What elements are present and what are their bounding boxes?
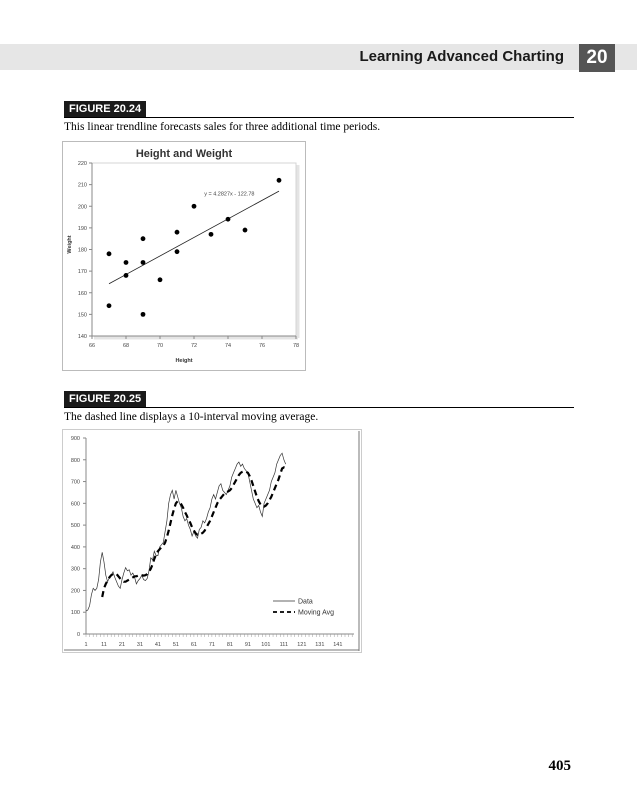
figure-25-rule [64, 407, 574, 408]
y-tick-label: 140 [77, 334, 87, 340]
y-tick-label: 0 [76, 632, 80, 638]
y-tick-label: 600 [70, 501, 80, 508]
x-tick-label: 81 [226, 642, 233, 648]
data-point [226, 217, 231, 222]
y-tick-label: 800 [70, 457, 80, 464]
data-point [141, 260, 146, 265]
y-tick-label: 210 [77, 182, 87, 189]
x-tick-label: 74 [224, 343, 232, 349]
chapter-number: 20 [579, 44, 615, 72]
y-tick-label: 190 [77, 225, 87, 232]
x-tick-label: 72 [190, 343, 198, 349]
x-tick-label: 141 [333, 642, 343, 648]
x-tick-label: 121 [297, 642, 307, 648]
y-tick-label: 300 [70, 566, 80, 573]
y-tick-label: 700 [70, 479, 80, 486]
plot-area [92, 163, 296, 336]
legend-label: Data [298, 598, 313, 606]
data-point [141, 236, 146, 241]
data-point [124, 273, 129, 278]
x-tick-label: 76 [258, 343, 266, 349]
y-tick-label: 200 [77, 204, 87, 211]
y-tick-label: 900 [70, 436, 80, 442]
y-tick-label: 160 [77, 290, 87, 297]
line-chart-container [62, 429, 362, 658]
y-tick-label: 100 [70, 610, 80, 617]
data-point [175, 249, 180, 254]
chapter-title: Learning Advanced Charting [359, 48, 564, 65]
x-tick-label: 91 [244, 642, 251, 648]
page-number: 405 [548, 758, 571, 774]
y-tick-label: 400 [70, 544, 80, 551]
x-tick-label: 61 [190, 642, 197, 648]
figure-24-caption: This linear trendline forecasts sales for three additional time periods. [64, 121, 381, 133]
data-point [141, 312, 146, 317]
trendline-equation: y = 4.2827x - 122.78 [204, 191, 255, 198]
x-tick-label: 21 [118, 642, 126, 648]
x-tick-label: 101 [261, 642, 271, 648]
y-tick-label: 500 [70, 523, 80, 530]
y-tick-label: 150 [77, 312, 87, 319]
legend-label: Moving Avg [298, 609, 335, 617]
data-point [277, 178, 282, 183]
x-tick-label: 131 [315, 642, 325, 648]
chart-frame [63, 430, 362, 653]
data-point [124, 260, 129, 265]
x-tick-label: 70 [156, 343, 164, 349]
x-tick-label: 111 [279, 642, 289, 648]
x-tick-label: 66 [88, 343, 96, 349]
data-point [107, 303, 112, 308]
chart-title: Height and Weight [135, 148, 233, 160]
y-tick-label: 180 [77, 247, 87, 254]
x-tick-label: 31 [136, 642, 144, 648]
x-tick-label: 41 [154, 642, 162, 648]
figure-25-label: FIGURE 20.25 [64, 391, 146, 407]
x-tick-label: 78 [292, 343, 300, 349]
y-tick-label: 220 [77, 161, 87, 167]
figure-24-label: FIGURE 20.24 [64, 101, 146, 117]
moving-average-chart [62, 429, 362, 653]
x-axis-title: Height [175, 358, 193, 364]
data-point [175, 230, 180, 235]
x-tick-label: 1 [84, 642, 88, 648]
data-point [158, 277, 163, 282]
x-tick-label: 11 [101, 642, 107, 648]
x-tick-label: 71 [208, 642, 215, 648]
scatter-chart-container [62, 141, 306, 376]
x-tick-label: 68 [122, 343, 130, 349]
scatter-chart [62, 141, 306, 371]
y-tick-label: 200 [70, 588, 80, 595]
data-point [107, 251, 112, 256]
data-point [243, 228, 248, 233]
figure-25-caption: The dashed line displays a 10-interval moving average. [64, 411, 319, 423]
y-tick-label: 170 [77, 269, 87, 276]
data-point [192, 204, 197, 209]
data-point [209, 232, 214, 237]
x-tick-label: 51 [172, 642, 179, 648]
figure-24-rule [64, 117, 574, 118]
y-axis-title: Weight [67, 235, 73, 254]
